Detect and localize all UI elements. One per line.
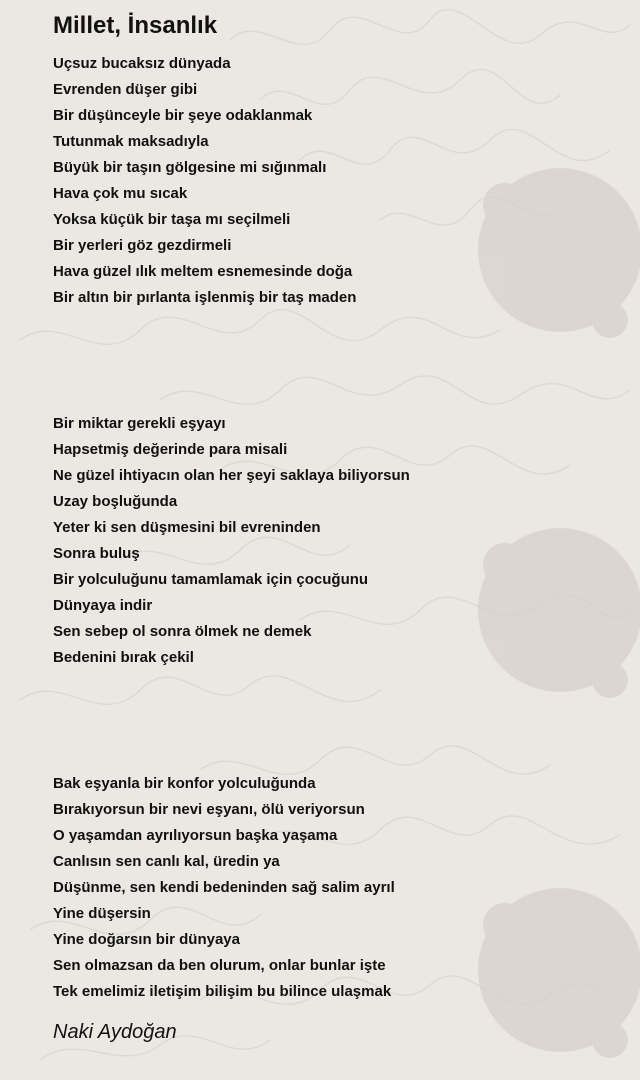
poem-line: Yine düşersin — [53, 905, 151, 922]
poem-line: Sen olmazsan da ben olurum, onlar bunlar işte — [53, 957, 386, 974]
poem-title: Millet, İnsanlık — [53, 12, 218, 39]
poem-line: Bir miktar gerekli eşyayı — [53, 415, 226, 432]
poem-line: Sen sebep ol sonra ölmek ne demek — [53, 623, 312, 640]
poem-line: Düşünme, sen kendi bedeninden sağ salim ayrıl — [53, 879, 395, 896]
poem-author: Naki Aydoğan — [53, 1021, 177, 1043]
poem-line: Bir altın bir pırlanta işlenmiş bir taş maden — [53, 289, 357, 306]
poem-line: Bir yerleri göz gezdirmeli — [53, 237, 232, 254]
poem-line: Hava güzel ılık meltem esnemesinde doğa — [53, 263, 353, 280]
poem-line: Bir düşünceyle bir şeye odaklanmak — [53, 107, 313, 124]
poem-line: Bırakıyorsun bir nevi eşyanı, ölü veriyorsun — [53, 801, 365, 818]
poem-line: Sonra buluş — [53, 545, 140, 562]
poem-line: Uçsuz bucaksız dünyada — [53, 55, 231, 72]
poem-line: Dünyaya indir — [53, 597, 153, 614]
poem-line: Tutunmak maksadıyla — [53, 133, 209, 150]
poem-line: Yeter ki sen düşmesini bil evreninden — [53, 519, 321, 536]
stanza-1 — [53, 51, 356, 311]
poem-line: O yaşamdan ayrılıyorsun başka yaşama — [53, 827, 338, 844]
poem-line: Tek emelimiz iletişim bilişim bu bilince ulaşmak — [53, 983, 392, 1000]
poem-line: Evrenden düşer gibi — [53, 81, 198, 98]
poem-line: Hava çok mu sıcak — [53, 185, 188, 202]
poem-line: Bak eşyanla bir konfor yolculuğunda — [53, 775, 316, 792]
poem-line: Hapsetmiş değerinde para misali — [53, 441, 288, 458]
poem-line: Büyük bir taşın gölgesine mi sığınmalı — [53, 159, 327, 176]
poem-line: Bedenini bırak çekil — [53, 649, 194, 666]
poem-line: Bir yolculuğunu tamamlamak için çocuğunu — [53, 571, 369, 588]
poem-line: Yine doğarsın bir dünyaya — [53, 931, 240, 948]
poem-line: Uzay boşluğunda — [53, 493, 178, 510]
poem-line: Yoksa küçük bir taşa mı seçilmeli — [53, 211, 291, 228]
poem-line: Ne güzel ihtiyacın olan her şeyi saklaya biliyorsun — [53, 467, 410, 484]
stanza-2 — [53, 411, 410, 671]
poem-line: Canlısın sen canlı kal, üredin ya — [53, 853, 280, 870]
stanza-3 — [53, 771, 395, 1005]
